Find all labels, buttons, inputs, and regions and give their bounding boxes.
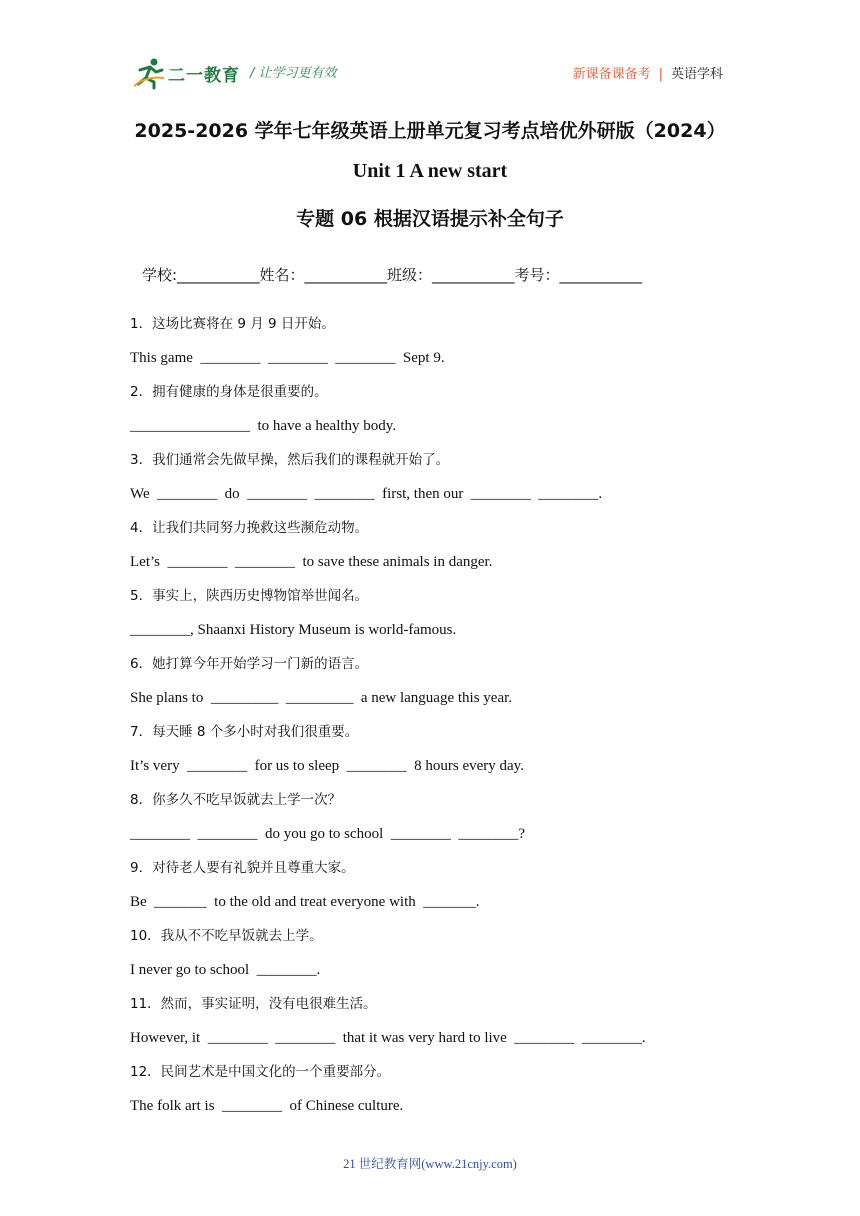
- question-sentence: Be _______ to the old and treat everyone with _______.: [130, 894, 480, 910]
- question-sentence: I never go to school ________.: [130, 962, 321, 978]
- question-sentence: However, it ________ ________ that it was very hard to live ________ ________.: [130, 1030, 646, 1046]
- question-item: [130, 516, 750, 584]
- question-sentence: ________ ________ do you go to school ________ ________?: [130, 826, 525, 842]
- header-separator: |: [658, 67, 663, 82]
- question-prompt: 11．然而，事实证明，没有电很难生活。: [130, 996, 377, 1012]
- question-item: [130, 584, 750, 652]
- logo-text: 二一教育: [168, 66, 240, 86]
- question-sentence: The folk art is ________ of Chinese culture.: [130, 1098, 404, 1114]
- question-prompt: 2．拥有健康的身体是很重要的。: [130, 384, 328, 400]
- question-sentence: ________, Shaanxi History Museum is world-famous.: [130, 622, 457, 638]
- site-logo[interactable]: [132, 56, 242, 90]
- page-header: [0, 0, 860, 100]
- question-item: [130, 856, 750, 924]
- question-item: [130, 924, 750, 992]
- question-sentence: She plans to _________ _________ a new language this year.: [130, 690, 513, 706]
- header-right: [573, 63, 723, 82]
- student-info-line: 学校:___________姓名：___________班级：___________考号：___________: [142, 266, 643, 284]
- question-prompt: 3．我们通常会先做早操，然后我们的课程就开始了。: [130, 452, 450, 468]
- question-sentence: This game ________ ________ ________ Sept 9.: [130, 350, 445, 366]
- question-list: [130, 312, 750, 1128]
- unit-title: Unit 1 A new start: [352, 160, 508, 182]
- topic-title: 专题 06 根据汉语提示补全句子: [296, 208, 564, 230]
- question-prompt: 6．她打算今年开始学习一门新的语言。: [130, 656, 369, 672]
- header-label: 新课备课备考: [572, 67, 651, 82]
- question-prompt: 10．我从不不吃早饭就去上学。: [130, 928, 323, 944]
- question-prompt: 5．事实上，陕西历史博物馆举世闻名。: [130, 588, 369, 604]
- question-prompt: 7．每天睡 8 个多小时对我们很重要。: [130, 724, 359, 740]
- page-footer[interactable]: 21 世纪教育网(www.21cnjy.com): [343, 1157, 517, 1171]
- question-prompt: 9．对待老人要有礼貌并且尊重大家。: [130, 860, 355, 876]
- question-prompt: 4．让我们共同努力挽救这些濒危动物。: [130, 520, 369, 536]
- question-item: [130, 720, 750, 788]
- question-item: [130, 312, 750, 380]
- question-prompt: 1．这场比赛将在 9 月 9 日开始。: [130, 316, 335, 332]
- runner-logo-icon: [132, 56, 166, 90]
- question-item: [130, 448, 750, 516]
- question-sentence: Let’s ________ ________ to save these animals in danger.: [130, 554, 493, 570]
- question-sentence: We ________ do ________ ________ first, then our ________ ________.: [130, 486, 603, 502]
- question-item: [130, 380, 750, 448]
- question-item: [130, 788, 750, 856]
- header-slogan: / 让学习更有效: [250, 66, 337, 81]
- question-sentence: ________________ to have a healthy body.: [130, 418, 397, 434]
- question-prompt: 8．你多久不吃早饭就去上学一次？: [130, 792, 342, 808]
- header-subject: 英语学科: [670, 67, 723, 82]
- document-title: 2025-2026 学年七年级英语上册单元复习考点培优外研版（2024）: [134, 120, 726, 142]
- question-sentence: It’s very ________ for us to sleep ________ 8 hours every day.: [130, 758, 524, 774]
- question-item: [130, 1060, 750, 1128]
- question-item: [130, 992, 750, 1060]
- question-item: [130, 652, 750, 720]
- question-prompt: 12．民间艺术是中国文化的一个重要部分。: [130, 1064, 391, 1080]
